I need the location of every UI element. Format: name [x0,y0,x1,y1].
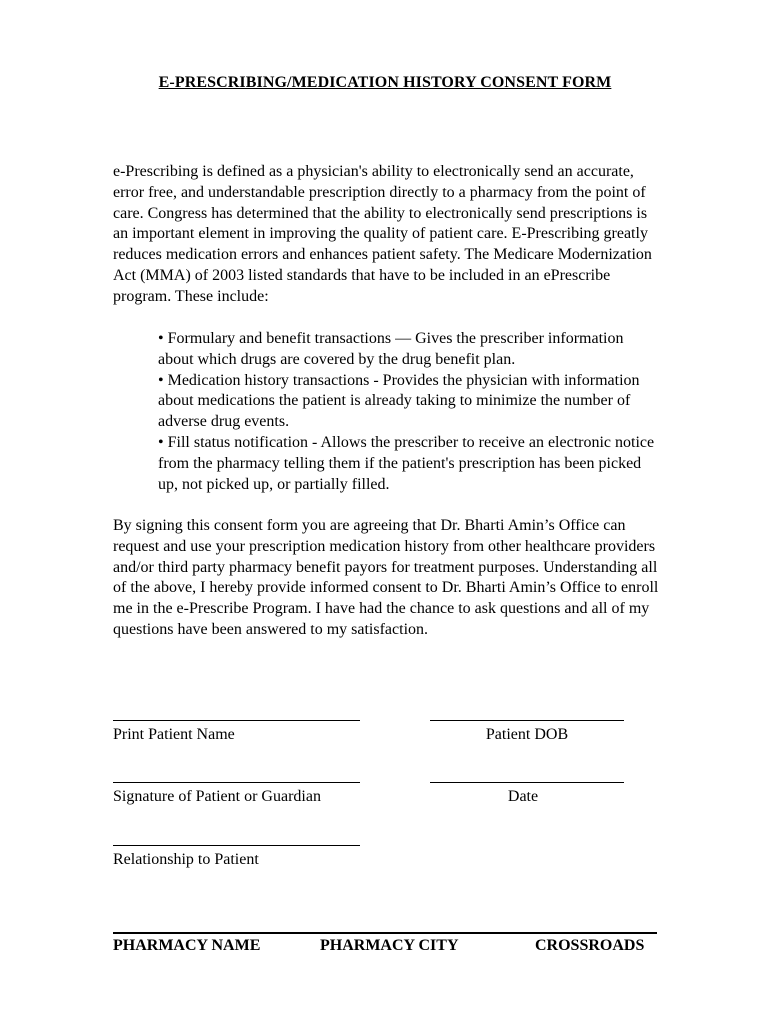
signature-label: Signature of Patient or Guardian [113,788,321,805]
relationship-label: Relationship to Patient [113,851,259,868]
list-item: • Formulary and benefit transactions — Gives the prescriber information about which drugs are covered by the drug benefit plan. [158,330,624,368]
standards-list [158,329,658,495]
date-field[interactable] [430,782,624,783]
pharmacy-city-label: PHARMACY CITY [320,937,459,954]
relationship-field[interactable] [113,845,360,846]
patient-name-field[interactable] [113,720,360,721]
date-label: Date [507,788,539,805]
patient-name-label: Print Patient Name [113,726,235,743]
list-item: • Medication history transactions - Provides the physician with information about medications the patient is already taking to minimize the number of adverse drug events. [158,371,640,431]
pharmacy-name-label: PHARMACY NAME [113,937,261,954]
patient-dob-label: Patient DOB [485,726,569,743]
consent-paragraph: By signing this consent form you are agreeing that Dr. Bharti Amin’s Office can request and use your prescription medication history from other healthcare providers and/or third party pharmacy benefit payors for treatment purposes. Understanding all of the above, I hereby provide informed consent to Dr. Bharti Amin’s Office to enroll me in the e-Prescribe Program. I have had the chance to ask questions and all of my questions have been answered to my satisfaction. [113,517,659,638]
intro-paragraph: e-Prescribing is defined as a physician's ability to electronically send an accurate, error free, and understandable prescription directly to a pharmacy from the point of care. Congress has determined that the ability to electronically send prescriptions is an important element in improving the quality of patient care. E-Prescribing greatly reduces medication errors and enhances patient safety. The Medicare Modernization Act (MMA) of 2003 listed standards that have to be included in an ePrescribe program. These include: [113,163,652,305]
crossroads-label: CROSSROADS [535,937,645,954]
signature-field[interactable] [113,782,360,783]
pharmacy-divider [113,932,657,934]
document-title: E-PRESCRIBING/MEDICATION HISTORY CONSENT FORM [158,74,612,91]
patient-dob-field[interactable] [430,720,624,721]
list-item: • Fill status notification - Allows the prescriber to receive an electronic notice from the pharmacy telling them if the patient's prescription has been picked up, not picked up, or partially filled. [158,433,655,493]
